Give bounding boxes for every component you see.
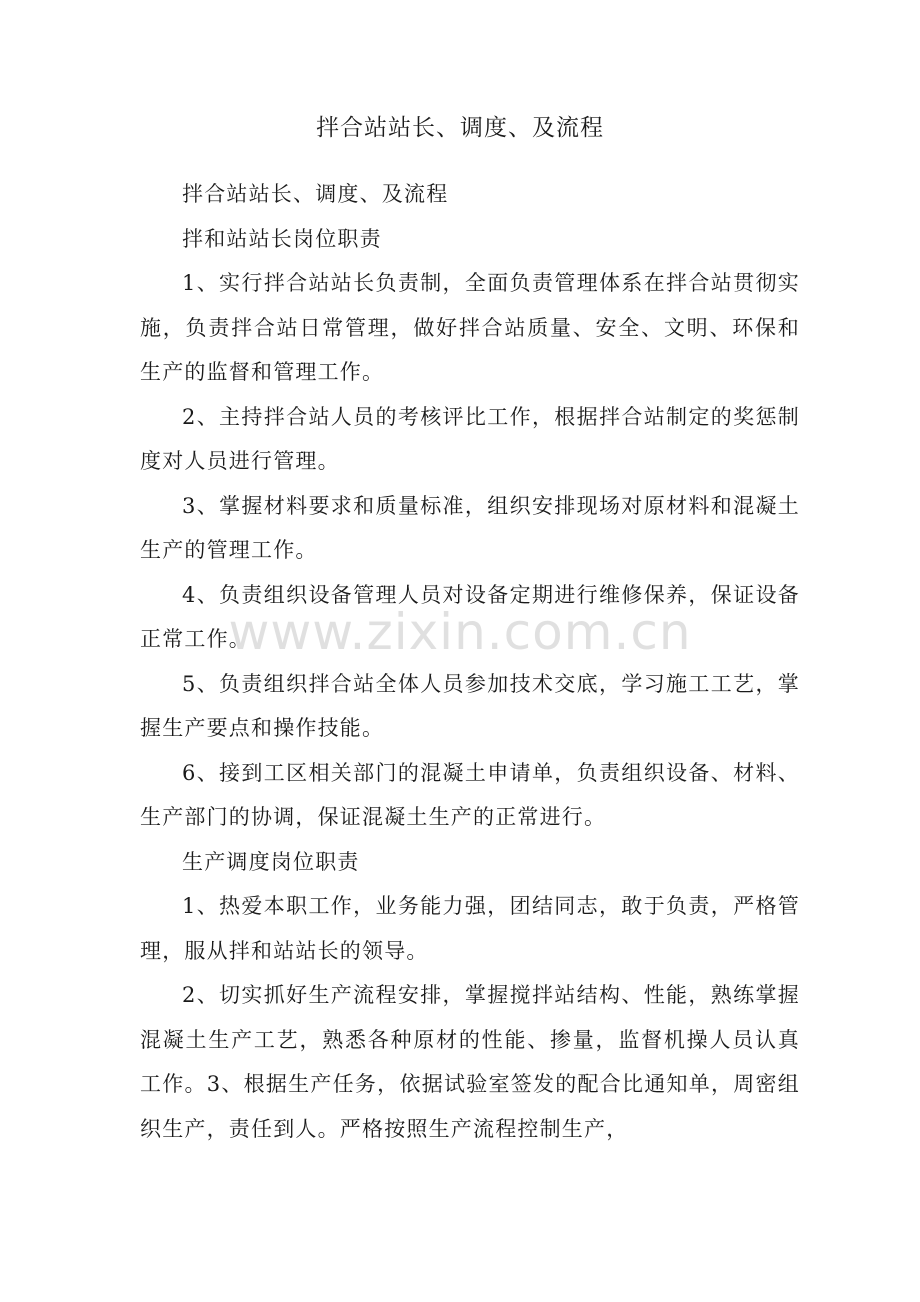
- document-title: 拌合站站长、调度、及流程: [316, 115, 604, 141]
- section-heading: 生产调度岗位职责: [182, 849, 360, 874]
- paragraph: 5、负责组织拌合站全体人员参加技术交底，学习施工工艺，掌握生产要点和操作技能。: [140, 671, 800, 740]
- paragraph: 1、热爱本职工作，业务能力强，团结同志，敢于负责，严格管理，服从拌和站站长的领导。: [140, 894, 800, 963]
- watermark: www.zixin.com.cn: [228, 603, 692, 661]
- document-body: [140, 172, 800, 1151]
- paragraph: 3、掌握材料要求和质量标准，组织安排现场对原材料和混凝土生产的管理工作。: [140, 493, 800, 562]
- paragraph: 6、接到工区相关部门的混凝土申请单，负责组织设备、材料、生产部门的协调，保证混凝土生产的正常进行。: [140, 760, 800, 829]
- paragraph: 2、主持拌合站人员的考核评比工作，根据拌合站制定的奖惩制度对人员进行管理。: [140, 404, 800, 473]
- paragraph: 1、实行拌合站站长负责制，全面负责管理体系在拌合站贯彻实施，负责拌合站日常管理，做好拌合站质量、安全、文明、环保和生产的监督和管理工作。: [140, 271, 800, 384]
- section-heading: 拌和站站长岗位职责: [182, 226, 382, 251]
- paragraph: 4、负责组织设备管理人员对设备定期进行维修保养，保证设备正常工作。: [140, 582, 800, 651]
- paragraph: 拌合站站长、调度、及流程: [182, 182, 449, 206]
- paragraph: 2、切实抓好生产流程安排，掌握搅拌站结构、性能，熟练掌握混凝土生产工艺，熟悉各种原材的性能、掺量，监督机操人员认真工作。3、根据生产任务，依据试验室签发的配合比通知单，周密组织生产，责任到人。严格按照生产流程控制生产，: [140, 983, 800, 1141]
